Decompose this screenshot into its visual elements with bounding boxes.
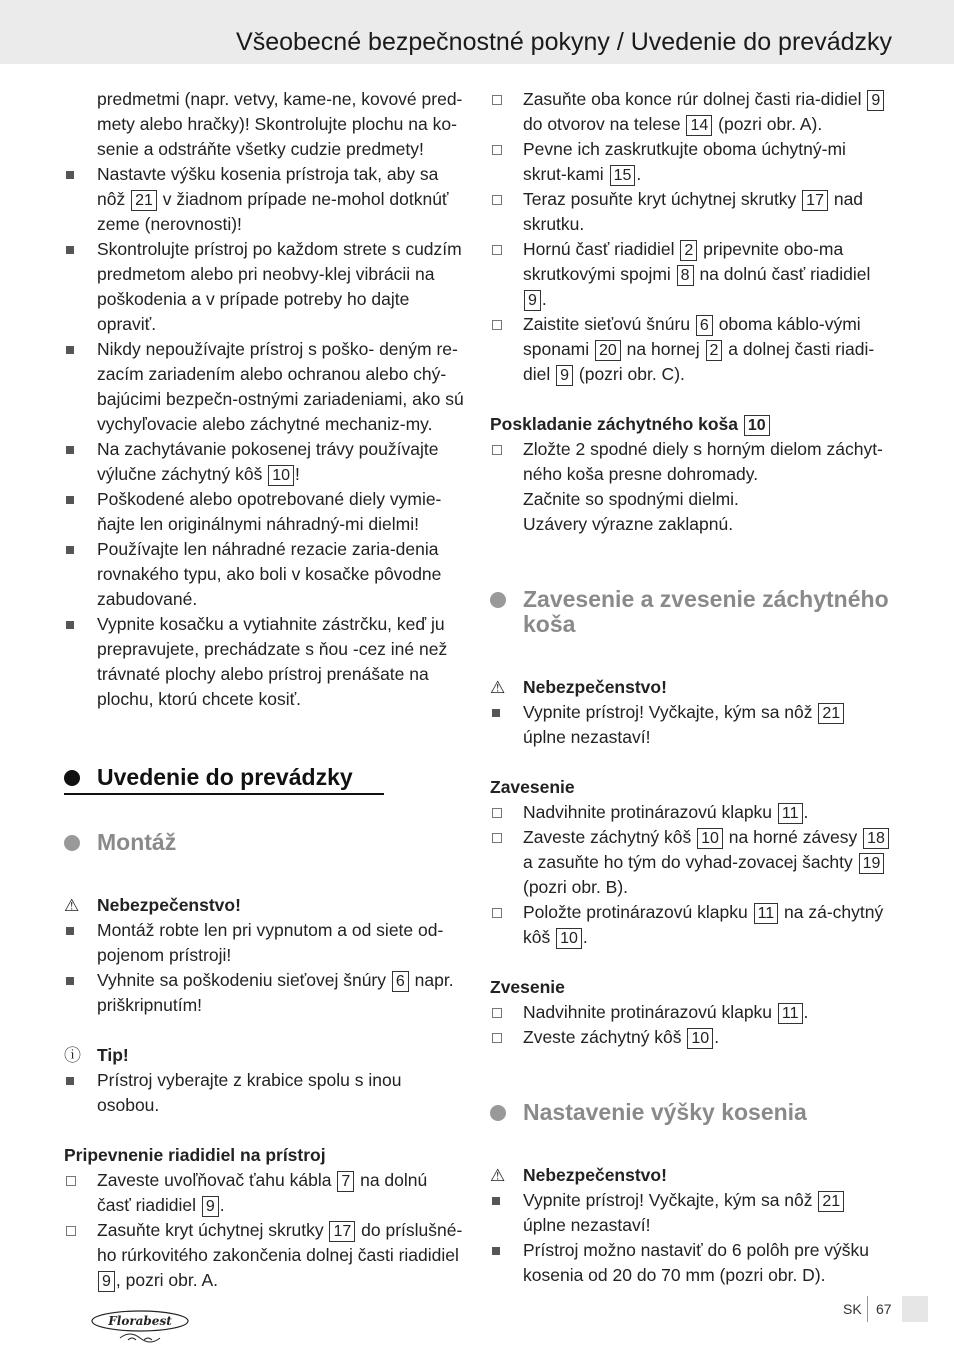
step-item: Zaistite sieťovú šnúru 6 oboma káblo-vými sponami 20 na hornej 2 a dolnej časti riadi-diel 9 (pozri obr. C). [490,312,890,387]
list-item: Vypnite prístroj! Vyčkajte, kým sa nôž 21 úplne nezastaví! [490,700,890,750]
checkbox-bullet-icon [490,1025,510,1050]
checkbox-bullet-icon [490,312,510,337]
part-number: 9 [98,1271,115,1292]
part-number: 10 [744,415,770,436]
list-item: Prístroj vyberajte z krabice spolu s inou osobou. [64,1068,464,1118]
step-item: Zasuňte oba konce rúr dolnej časti ria-didiel 9 do otvorov na telese 14 (pozri obr. A). [490,87,890,137]
step-item: Zveste záchytný kôš 10 . [490,1025,890,1050]
checkbox-bullet-icon [64,1168,84,1193]
part-number: 10 [268,465,294,486]
tip-heading: ⓘ Tip! [64,1043,464,1068]
subheading-poskladanie: Poskladanie záchytného koša 10 [490,412,890,437]
footer-tab [902,1296,928,1322]
square-bullet-icon [64,437,84,462]
checkbox-bullet-icon [490,237,510,262]
square-bullet-icon [64,537,84,562]
checkbox-bullet-icon [490,437,510,462]
footer-divider [867,1296,868,1322]
warning-triangle-icon [490,675,510,700]
section-heading-zavesenie-zvesenie: Zavesenie a zvesenie záchytného koša [490,587,890,637]
checkbox-bullet-icon [490,187,510,212]
brand-logo [90,1306,190,1344]
list-item: Vyhnite sa poškodeniu sieťovej šnúry 6 napr. priškripnutím! [64,968,464,1018]
left-column [64,87,464,1293]
checkbox-bullet-icon [490,900,510,925]
checkbox-bullet-icon [490,825,510,850]
part-number: 17 [329,1221,355,1242]
list-item: Na zachytávanie pokosenej trávy používajte výlučne záchytný kôš 10 ! [64,437,464,487]
step-note: Začnite so spodnými dielmi. [523,489,739,509]
square-bullet-icon [64,487,84,512]
list-item: Vypnite prístroj! Vyčkajte, kým sa nôž 21 úplne nezastaví! [490,1188,890,1238]
part-number: 18 [863,828,889,849]
part-number: 10 [687,1028,713,1049]
bullet-dot-icon [490,1105,506,1121]
list-item: Montáž robte len pri vypnutom a od siete od-pojenom prístroji! [64,918,464,968]
part-number: 11 [754,903,779,924]
heading-underline [64,793,384,795]
square-bullet-icon [64,612,84,637]
checkbox-bullet-icon [490,87,510,112]
page-title: Všeobecné bezpečnostné pokyny / Uvedenie do prevádzky [236,28,892,56]
step-note: Uzávery výrazne zaklapnú. [523,514,734,534]
step-item: Zaveste záchytný kôš 10 na horné závesy 18 a zasuňte ho tým do vyhad-zovacej šachty 19 (pozri obr. B). [490,825,890,900]
section-heading-montaz: Montáž [64,830,464,855]
list-item: Prístroj možno nastaviť do 6 polôh pre výšku kosenia od 20 do 70 mm (pozri obr. D). [490,1238,890,1288]
part-number: 9 [867,90,884,111]
step-item: Položte protinárazovú klapku 11 na zá-chytný kôš 10 . [490,900,890,950]
square-bullet-icon [64,1068,84,1093]
step-item: Zaveste uvoľňovač ťahu kábla 7 na dolnú časť riadidiel 9 . [64,1168,464,1218]
footer-language: SK [843,1301,862,1317]
step-item: Nadvihnite protinárazovú klapku 11 . [490,1000,890,1025]
part-number: 15 [610,165,636,186]
part-number: 19 [859,853,885,874]
part-number: 17 [802,190,828,211]
subheading-zvesenie: Zvesenie [490,977,565,997]
warning-heading: ⚠ Nebezpečenstvo! [490,1163,890,1188]
list-item: Používajte len náhradné rezacie zaria-denia rovnakého typu, ako boli v kosačke pôvodne zabudované. [64,537,464,612]
part-number: 14 [686,115,712,136]
part-number: 20 [595,340,621,361]
warning-heading: ⚠ Nebezpečenstvo! [490,675,890,700]
bullet-dot-icon [490,592,506,608]
part-number: 10 [697,828,723,849]
step-item: Zložte 2 spodné diely s horným dielom záchyt-ného koša presne dohromady. [490,437,890,487]
part-number: 9 [202,1196,219,1217]
part-number: 8 [677,265,694,286]
section-heading-nastavenie: Nastavenie výšky kosenia [490,1100,890,1125]
step-item: Zasuňte kryt úchytnej skrutky 17 do príslušné-ho rúrkovitého zakončenia dolnej časti riadidiel 9 , pozri obr. A. [64,1218,464,1293]
part-number: 11 [778,1003,803,1024]
step-item: Nadvihnite protinárazovú klapku 11 . [490,800,890,825]
checkbox-bullet-icon [64,1218,84,1243]
page-number: 67 [876,1301,892,1317]
checkbox-bullet-icon [490,137,510,162]
square-bullet-icon [64,162,84,187]
square-bullet-icon [490,1238,510,1263]
subheading-zavesenie: Zavesenie [490,777,575,797]
subheading-pripevnenie: Pripevnenie riadidiel na prístroj [64,1145,326,1165]
part-number: 2 [680,240,697,261]
part-number: 2 [706,340,723,361]
step-item: Pevne ich zaskrutkujte oboma úchytný-mi skrut-kami 15 . [490,137,890,187]
part-number: 6 [392,971,409,992]
list-item: Vypnite kosačku a vytiahnite zástrčku, keď ju prepravujete, prechádzate s ňou -cez iné než trávnaté plochy alebo prístroj prenášate na plochu, ktorú chcete kosiť. [64,612,464,712]
part-number: 10 [556,928,582,949]
list-item: Skontrolujte prístroj po každom strete s cudzím predmetom alebo pri neobvy-klej vibrácii na poškodenia a v prípade potreby ho dajte opraviť. [64,237,464,337]
warning-triangle-icon [64,893,84,918]
part-number: 21 [131,190,157,211]
part-number: 21 [818,1191,844,1212]
square-bullet-icon [490,700,510,725]
part-number: 9 [556,365,573,386]
checkbox-bullet-icon [490,1000,510,1025]
part-number: 6 [696,315,713,336]
page-header [0,0,954,64]
square-bullet-icon [64,337,84,362]
right-column [490,87,890,1288]
section-heading-uvedenie: Uvedenie do prevádzky [64,762,464,792]
info-icon [64,1043,84,1068]
square-bullet-icon [64,237,84,262]
checkbox-bullet-icon [490,800,510,825]
svg-text:Florabest: Florabest [108,1314,172,1328]
square-bullet-icon [490,1188,510,1213]
step-item: Teraz posuňte kryt úchytnej skrutky 17 nad skrutku. [490,187,890,237]
bullet-dot-icon [64,835,80,851]
part-number: 7 [337,1171,354,1192]
square-bullet-icon [64,968,84,993]
bullet-dot-icon [64,770,80,786]
list-item: Poškodené alebo opotrebované diely vymie-ňajte len originálnymi náhradný-mi dielmi! [64,487,464,537]
list-item: Nastavte výšku kosenia prístroja tak, aby sa nôž 21 v žiadnom prípade ne-mohol dotknúť zeme (nerovnosti)! [64,162,464,237]
warning-heading: ⚠ Nebezpečenstvo! [64,893,464,918]
part-number: 9 [524,290,541,311]
warning-triangle-icon [490,1163,510,1188]
step-item: Hornú časť riadidiel 2 pripevnite obo-ma skrutkovými spojmi 8 na dolnú časť riadidiel 9 . [490,237,890,312]
part-number: 21 [818,703,844,724]
list-item: Nikdy nepoužívajte prístroj s poško- deným re-zacím zariadením alebo ochranou alebo chý-bajúcimi bezpečn-ostnými zariadeniami, ako sú vychyľovacie alebo záchytné mechaniz-my. [64,337,464,437]
square-bullet-icon [64,918,84,943]
continued-text: predmetmi (napr. vetvy, kame-ne, kovové pred-metу alebo hračky)! Skontrolujte plochu na ko-senie a odstráňte všetky cudzie predmety! [97,89,463,159]
part-number: 11 [778,803,803,824]
